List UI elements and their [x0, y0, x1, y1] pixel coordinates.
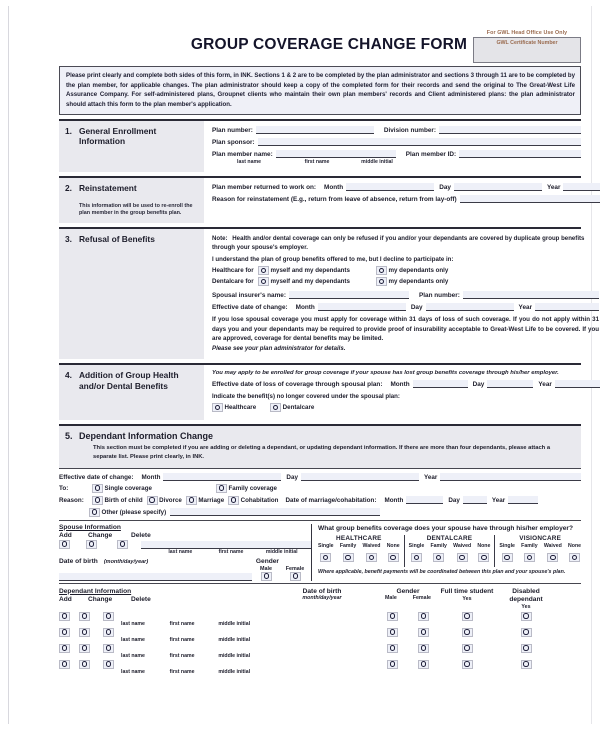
section-2-body [204, 178, 600, 223]
coverage-categories [318, 535, 581, 567]
reason-divorce-option[interactable] [147, 496, 182, 505]
marriage-month-input[interactable] [406, 496, 443, 504]
section-2-title: Reinstatement [79, 182, 137, 193]
indicate-benefits-text: Indicate the benefit(s) no longer covered under the spousal plan: [212, 393, 400, 401]
plan-member-name-input[interactable] [276, 150, 396, 158]
dependant-action-radios [59, 644, 121, 653]
spouse-heading: Spouse Information [59, 523, 121, 531]
section-5-header [59, 426, 581, 467]
form-page [8, 6, 600, 724]
loss-effective-label: Effective date of loss of coverage through spousal plan: [212, 381, 383, 389]
radio-icon[interactable] [258, 277, 269, 286]
reinstatement-reason-label: Reason for reinstatement (E.g., return from leave of absence, return from lay-off) [212, 195, 457, 203]
dependant-row [59, 612, 581, 621]
dependant-action-radios [59, 628, 121, 637]
section-2-subtitle: This information will be used to re-enroll the plan member in the group benefits plan. [79, 202, 193, 217]
option-label: Family [339, 542, 357, 549]
hint-first-name: first name [169, 636, 195, 643]
reason-birth-option[interactable] [92, 496, 143, 505]
section-3-title: Refusal of Benefits [79, 233, 155, 244]
dependant-male-radio[interactable] [387, 628, 398, 637]
dentalcare-none[interactable] [477, 543, 490, 567]
dependant-change-radio[interactable] [79, 628, 90, 637]
visioncare-title: VISIONCARE [519, 534, 562, 542]
section-5-title-wrap [65, 431, 575, 442]
plan-sponsor-input[interactable] [258, 138, 581, 146]
visioncare-column [494, 535, 581, 567]
instructions-block: Please print clearly and complete both sides of this form, in INK. Sections 1 & 2 are to be completed by the plan administrator and sections 3 through 11 are to be completed by the plan member, for applicable changes. The plan administrator should keep a copy of the completed form for their records and send the original to The Great-West Life Assurance Company. For self-administered plans, Groupnet clients who maintain their own plan members' records and Client administered plans: the plan administrator should attach this form to the plan member's application. [59, 66, 581, 115]
dependant-male-radio[interactable] [387, 644, 398, 653]
option-label: Waived [543, 542, 562, 549]
spouse-coverage-panel [311, 524, 581, 581]
spousal-insurer-input[interactable] [289, 291, 409, 299]
section-5-body [59, 469, 581, 517]
dependant-add-radio[interactable] [59, 628, 70, 637]
dependant-delete-radio[interactable] [103, 612, 114, 621]
section-4-body [204, 365, 600, 420]
dependant-fulltime-head [439, 588, 495, 603]
day-label: Day [286, 473, 298, 481]
option-label: Healthcare [224, 404, 257, 412]
year-label: Year [546, 183, 561, 191]
plan-member-id-input[interactable] [459, 150, 581, 158]
marriage-date-label: Date of marriage/cohabitation: [285, 496, 377, 504]
head-office-use-box [473, 30, 581, 63]
marriage-year-input[interactable] [508, 496, 538, 504]
dependant-delete-label: Delete [131, 595, 151, 603]
option-label: Single coverage [104, 484, 152, 492]
effective-year-input[interactable] [535, 303, 599, 311]
option-label: Divorce [159, 496, 182, 504]
dependant-change-radio[interactable] [79, 660, 90, 669]
dentalcare-column [404, 535, 491, 567]
dependant-row [59, 628, 581, 637]
spouse-dob-input[interactable] [59, 573, 252, 581]
reinstatement-reason-input[interactable] [460, 195, 600, 203]
spouse-dob-hint: (month/day/year) [103, 558, 149, 565]
spousal-plan-number-label: Plan number: [418, 292, 460, 300]
effective-date-label: Effective date of change: [212, 304, 288, 312]
hint-middle-initial: middle initial [361, 158, 393, 165]
spouse-coverage-question: What group benefits coverage does your spouse have through his/her employer? [318, 524, 574, 532]
dependant-fulltime-radio[interactable] [462, 612, 473, 621]
day-label: Day [410, 304, 423, 312]
hint-middle-initial: middle initial [218, 620, 251, 627]
section-2-label [59, 178, 204, 223]
spouse-dob-label: Date of birth [59, 557, 98, 565]
fulltime-student-label: Full time student [440, 587, 494, 595]
addition-healthcare-option[interactable] [212, 403, 256, 412]
hint-first-name: first name [169, 668, 195, 675]
section-4-title: Addition of Group Health and/or Dental Benefits [79, 370, 179, 391]
section-1-number: 1. [65, 125, 72, 136]
section-1-title: General Enrollment Information [79, 125, 157, 147]
divider [59, 520, 581, 521]
hint-last-name: last name [237, 158, 261, 165]
dependant-dob-label: Date of birth [302, 587, 342, 595]
hint-first-name: first name [169, 620, 195, 627]
dependant-male-radio[interactable] [387, 612, 398, 621]
fulltime-yes-label: Yes [462, 595, 472, 602]
loss-year-input[interactable] [555, 380, 600, 388]
dependant-disabled-radio[interactable] [521, 612, 532, 621]
radio-icon[interactable] [343, 553, 354, 562]
dependant-change-radio[interactable] [79, 644, 90, 653]
marriage-day-input[interactable] [463, 496, 487, 504]
spouse-name-hints [155, 549, 307, 555]
spouse-section [59, 524, 581, 581]
to-single-coverage-option[interactable] [92, 484, 212, 493]
option-label: Marriage [198, 496, 225, 504]
option-label: Cohabitation [240, 496, 279, 504]
reason-other-option[interactable] [89, 508, 166, 517]
hint-last-name: last name [168, 548, 193, 555]
dependant-add-radio[interactable] [59, 612, 70, 621]
dependant-rows [59, 612, 581, 675]
dependant-change-radio[interactable] [79, 612, 90, 621]
hint-last-name: last name [121, 652, 145, 659]
effective-month-input[interactable] [318, 303, 406, 311]
radio-icon[interactable] [388, 553, 399, 562]
radio-icon[interactable] [376, 277, 387, 286]
dependant-name-hints [121, 621, 267, 627]
plan-member-id-label: Plan member ID: [405, 150, 457, 158]
dependant-row [59, 644, 581, 653]
year-label: Year [491, 496, 506, 504]
dependant-fulltime-radio[interactable] [462, 660, 473, 669]
section-4-label [59, 365, 204, 420]
radio-icon[interactable] [569, 553, 580, 562]
day-label: Day [448, 496, 460, 504]
hint-middle-initial: middle initial [265, 548, 298, 555]
refusal-note [212, 234, 599, 252]
year-label: Year [538, 381, 552, 389]
refusal-legal-text: If you lose spousal coverage you must apply for coverage within 31 days of loss of such coverage. If you do not apply within 31 days you and your dependants may be required to provide proof of insurability acceptable to Great-West Life to be covered. If you are approved, coverage for dental benefits may be limited. [212, 316, 600, 343]
dentalcare-for-label: Dentalcare for [212, 278, 254, 286]
reason-label: Reason: [59, 496, 84, 504]
dentalcare-waived[interactable] [453, 543, 471, 567]
dependant-name-hints [121, 669, 267, 675]
change-month-input[interactable] [163, 473, 281, 481]
radio-icon[interactable] [186, 496, 197, 505]
division-number-input[interactable] [439, 126, 581, 134]
dependant-female-radio[interactable] [418, 628, 429, 637]
option-label: Single [318, 542, 334, 549]
dependant-delete-radio[interactable] [103, 660, 114, 669]
radio-icon[interactable] [228, 496, 239, 505]
option-label: None [477, 542, 491, 549]
dependant-disabled-head [495, 588, 557, 611]
hint-last-name: last name [121, 668, 145, 675]
month-label: Month [324, 183, 344, 191]
radio-icon[interactable] [258, 266, 269, 275]
spouse-action-labels [59, 532, 311, 539]
section-4-number: 4. [65, 370, 72, 381]
addition-dentalcare-option[interactable] [270, 403, 314, 412]
plan-member-name-label: Plan member name: [212, 150, 273, 158]
dependant-disabled-radio[interactable] [521, 644, 532, 653]
healthcare-column [318, 535, 400, 567]
spouse-add-label: Add [59, 531, 72, 539]
option-label: Birth of child [104, 496, 143, 504]
dependant-female-radio[interactable] [418, 644, 429, 653]
section-3-body [204, 229, 599, 359]
note-text: Health and/or dental coverage can only be refused if you and/or your dependants are covered by duplicate group benefits through your spouse's employer. [212, 234, 585, 251]
section-3-number: 3. [65, 233, 72, 244]
option-label: Dentalcare [282, 404, 315, 412]
change-effective-label: Effective date of change: [59, 473, 134, 481]
section-2 [59, 178, 581, 223]
dependant-change-label: Change [88, 595, 113, 603]
dependant-female-label: Female [412, 594, 431, 601]
change-day-input[interactable] [301, 473, 419, 481]
return-year-input[interactable] [563, 183, 600, 191]
section-5-title: Dependant Information Change [79, 431, 214, 442]
dentalcare-title: DENTALCARE [426, 534, 473, 542]
healthcare-single[interactable] [318, 543, 334, 567]
section-5-subtitle: This section must be completed if you are adding or deleting a dependant, or updating dependant information. If there are more than four dependants, please attach a separate list. Please print clearly, in INK. [93, 445, 551, 460]
spouse-info-block [59, 524, 311, 581]
coverage-footnote: Where applicable, benefit payments will be coordinated between this plan and your spouse's plan. [318, 568, 566, 575]
dependant-header [59, 588, 581, 611]
spouse-add-radio[interactable] [59, 540, 70, 549]
section-1-label [59, 121, 204, 172]
radio-icon[interactable] [270, 403, 281, 412]
radio-icon[interactable] [411, 553, 422, 562]
to-label: To: [59, 484, 69, 492]
division-number-label: Division number: [383, 126, 437, 134]
dentalcare-myself-option[interactable] [258, 277, 372, 286]
dependant-male-label: Male [384, 594, 397, 601]
healthcare-for-label: Healthcare for [212, 267, 254, 275]
effective-day-input[interactable] [426, 303, 514, 311]
loss-month-input[interactable] [413, 380, 468, 388]
day-label: Day [439, 183, 451, 191]
hint-first-name: first name [218, 548, 244, 555]
visioncare-single[interactable] [499, 543, 515, 567]
healthcare-myself-option[interactable] [258, 266, 372, 275]
dependant-female-radio[interactable] [418, 660, 429, 669]
plan-sponsor-label: Plan sponsor: [212, 138, 255, 146]
spouse-female-radio[interactable] [290, 572, 301, 581]
form-header [59, 28, 581, 64]
spousal-insurer-label: Spousal insurer's name: [212, 292, 286, 300]
spouse-gender-label: Gender [255, 557, 279, 565]
dependant-row [59, 660, 581, 669]
dependant-dob-head [267, 588, 377, 601]
dependant-fulltime-radio[interactable] [462, 628, 473, 637]
radio-icon[interactable] [433, 553, 444, 562]
radio-icon[interactable] [502, 553, 513, 562]
see-administrator-note: Please see your plan administrator for details. [212, 345, 346, 353]
radio-icon[interactable] [92, 496, 103, 505]
addition-italic-note: You may apply to be enrolled for group coverage if your spouse has lost group benefits coverage through his/her employer. [212, 370, 559, 377]
option-label: Single [499, 542, 515, 549]
dependant-dob-hint: month/day/year [302, 594, 342, 601]
hint-middle-initial: middle initial [218, 652, 251, 659]
dependant-delete-radio[interactable] [103, 628, 114, 637]
visioncare-family[interactable] [521, 543, 537, 567]
spouse-female-label: Female [285, 565, 305, 572]
certificate-number-field[interactable]: GWL Certificate Number [473, 37, 581, 63]
radio-icon[interactable] [89, 508, 100, 517]
option-label: myself and my dependants [270, 278, 350, 286]
hint-middle-initial: middle initial [218, 668, 251, 675]
reason-marriage-option[interactable] [186, 496, 224, 505]
note-label: Note: [212, 234, 228, 242]
year-label: Year [423, 473, 438, 481]
to-family-coverage-option[interactable] [216, 484, 277, 493]
spouse-delete-radio[interactable] [117, 540, 128, 549]
divider [59, 583, 581, 584]
return-month-input[interactable] [346, 183, 434, 191]
option-label: Waived [453, 542, 472, 549]
month-label: Month [295, 304, 315, 312]
option-label: myself and my dependants [270, 267, 350, 275]
dentalcare-dependants-option[interactable] [376, 277, 595, 286]
option-label: Single [408, 542, 425, 549]
dentalcare-family[interactable] [430, 543, 446, 567]
option-label: None [386, 542, 400, 549]
option-label: Family [430, 542, 447, 549]
dependant-heading: Dependant Information [59, 587, 132, 595]
dependant-disabled-radio[interactable] [521, 660, 532, 669]
hint-first-name: first name [169, 652, 195, 659]
page-title: GROUP COVERAGE CHANGE FORM [190, 36, 468, 53]
returned-to-work-label: Plan member returned to work on: [212, 183, 317, 191]
option-label: Family [521, 542, 538, 549]
dependant-name-hints [121, 637, 267, 643]
radio-icon[interactable] [524, 553, 535, 562]
section-1-body [204, 121, 581, 172]
plan-number-label: Plan number: [212, 126, 253, 134]
dependant-male-radio[interactable] [387, 660, 398, 669]
dependant-action-radios [59, 660, 121, 669]
section-4 [59, 365, 581, 420]
return-day-input[interactable] [454, 183, 542, 191]
disabled-dependant-label: Disabled dependant [509, 587, 543, 603]
change-year-input[interactable] [440, 473, 581, 481]
radio-icon[interactable] [320, 553, 331, 562]
option-label: my dependants only [388, 278, 449, 286]
reason-cohabitation-option[interactable] [228, 496, 278, 505]
option-label: Family coverage [228, 484, 277, 492]
dependant-fulltime-radio[interactable] [462, 644, 473, 653]
radio-icon[interactable] [366, 553, 377, 562]
healthcare-dependants-option[interactable] [376, 266, 595, 275]
radio-icon[interactable] [147, 496, 158, 505]
section-3 [59, 229, 600, 359]
disabled-yes-label: Yes [521, 604, 531, 611]
dentalcare-single[interactable] [409, 543, 425, 567]
plan-number-input[interactable] [256, 126, 374, 134]
section-1 [59, 121, 581, 172]
dependant-action-radios [59, 612, 121, 621]
visioncare-none[interactable] [568, 543, 581, 567]
other-specify-input[interactable] [170, 508, 380, 516]
spousal-plan-number-input[interactable] [463, 291, 599, 299]
dependant-gender-label: Gender [396, 587, 420, 595]
section-3-label [59, 229, 204, 359]
office-use-label: For GWL Head Office Use Only [486, 30, 568, 36]
dependant-gender-head [377, 588, 439, 601]
radio-icon[interactable] [212, 403, 223, 412]
spouse-delete-label: Delete [131, 531, 151, 539]
month-label: Month [390, 381, 410, 389]
dependant-delete-radio[interactable] [103, 644, 114, 653]
day-label: Day [472, 381, 485, 389]
dependant-disabled-radio[interactable] [521, 628, 532, 637]
option-label: Other (please specify) [101, 508, 167, 516]
radio-icon[interactable] [547, 553, 558, 562]
dependant-action-labels [59, 596, 267, 603]
radio-icon[interactable] [92, 484, 103, 493]
spouse-male-label: Male [260, 565, 272, 572]
month-label: Month [141, 473, 161, 481]
hint-last-name: last name [121, 636, 145, 643]
dependant-add-radio[interactable] [59, 644, 70, 653]
spouse-name-input[interactable] [141, 541, 311, 549]
option-label: None [568, 542, 581, 549]
dependant-left-head [59, 588, 267, 603]
dependant-add-radio[interactable] [59, 660, 70, 669]
section-2-number: 2. [65, 182, 72, 193]
option-label: Waived [362, 542, 381, 549]
spouse-action-row [59, 540, 311, 549]
radio-icon[interactable] [457, 553, 468, 562]
option-label: my dependants only [388, 267, 449, 275]
healthcare-family[interactable] [340, 543, 356, 567]
radio-icon[interactable] [216, 484, 227, 493]
spouse-change-label: Change [88, 531, 113, 539]
spouse-male-radio[interactable] [261, 572, 272, 581]
section-5-number: 5. [65, 431, 73, 442]
dependant-female-radio[interactable] [418, 612, 429, 621]
month-label: Month [384, 496, 404, 504]
spouse-change-radio[interactable] [86, 540, 97, 549]
dependant-name-hints [121, 653, 267, 659]
name-hints [212, 159, 581, 165]
radio-icon[interactable] [478, 553, 489, 562]
visioncare-waived[interactable] [544, 543, 562, 567]
decline-statement: I understand the plan of group benefits offered to me, but I decline to participate in: [212, 256, 454, 264]
healthcare-none[interactable] [387, 543, 400, 567]
healthcare-waived[interactable] [362, 543, 380, 567]
hint-middle-initial: middle initial [218, 636, 251, 643]
hint-first-name: first name [304, 158, 330, 165]
loss-day-input[interactable] [487, 380, 533, 388]
dependant-add-label: Add [59, 595, 72, 603]
healthcare-title: HEALTHCARE [336, 534, 382, 542]
radio-icon[interactable] [376, 266, 387, 275]
year-label: Year [518, 304, 533, 312]
hint-last-name: last name [121, 620, 145, 627]
